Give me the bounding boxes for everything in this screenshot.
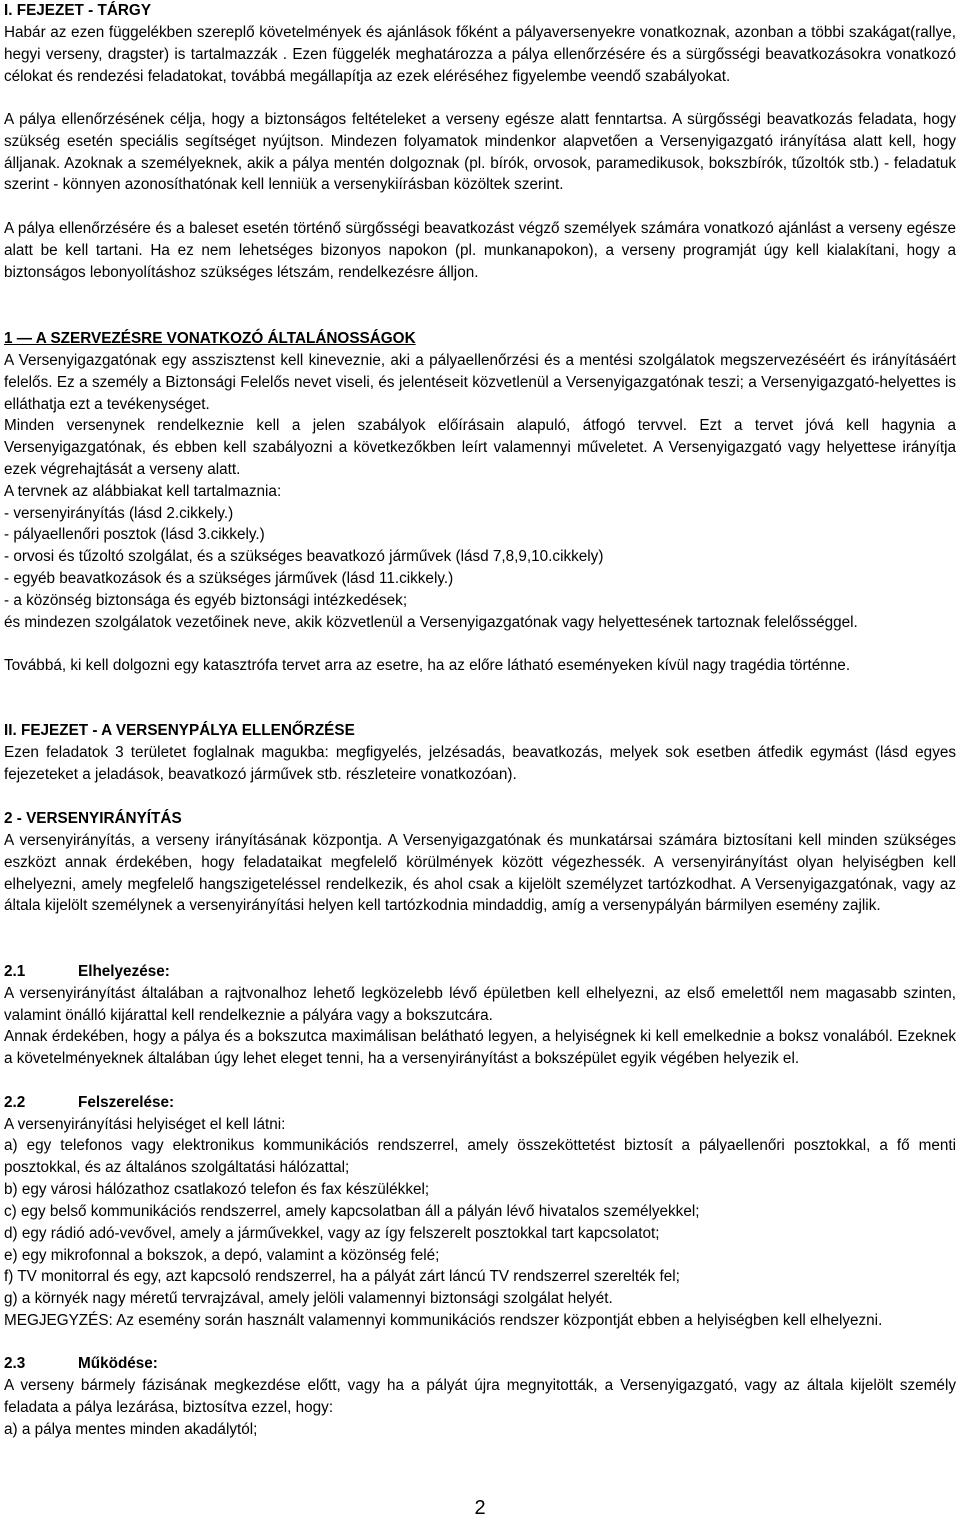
s22-item-b: b) egy városi hálózathoz csatlakozó telefon és fax készülékkel;	[4, 1181, 430, 1198]
s1-paragraph-2: Minden versenynek rendelkeznie kell a jelen szabályok előírásain alapuló, átfogó tervvel. Ezt a tervet jóvá kell hagynia a Versenyigazgatónak, és ebben kell szabályozni a következőkben leírt valamennyi műveletet. A Versenyigazgató vagy helyettese irányítja ezek végrehajtását a verseny alatt.	[4, 417, 956, 478]
s2-paragraph-1: A versenyirányítás, a verseny irányításának központja. A Versenyigazgatónak és munkatársai számára biztosítani kell minden szükséges eszközt annak érdekében, hogy feladataikat megfelelő körülmények között végezhessék. A versenyirányítást olyan helyiségben kell elhelyezni, amely megfelelő hangszigeteléssel rendelkezik, és ahol csak a kijelölt személyzet tartózkodhat. A Versenyigazgatónak, vagy az általa kijelölt személynek a versenyirányítási helyen kell tartózkodnia mindaddig, amíg a versenypályán bármilyen esemény zajlik.	[4, 832, 956, 915]
subsection-title: Elhelyezése:	[78, 963, 170, 980]
chapter-1-title: I. FEJEZET - TÁRGY	[4, 2, 152, 19]
s22-note: MEGJEGYZÉS: Az esemény során használt valamennyi kommunikációs rendszer központját ebben a helyiségben kell elhelyezni.	[4, 1312, 883, 1329]
subsection-title: Felszerelése:	[78, 1094, 175, 1111]
ch2-paragraph-1: Ezen feladatok 3 területet foglalnak magukba: megfigyelés, jelzésadás, beavatkozás, melyek sok esetben átfedik egymást (lásd egyes fejezeteket a jeladások, beavatkozó járművek stb. részleteire vonatkozóan).	[4, 744, 956, 783]
s1-list-item: - a közönség biztonsága és egyéb biztonsági intézkedések;	[4, 592, 408, 609]
subsection-2-2-heading	[4, 1092, 956, 1114]
s1-list-item: - pályaellenőri posztok (lásd 3.cikkely.)	[4, 526, 265, 543]
s1-paragraph-4: Továbbá, ki kell dolgozni egy katasztrófa tervet arra az esetre, ha az előre látható eseményeken kívül nagy tragédia történne.	[4, 657, 851, 674]
subsection-number: 2.2	[4, 1094, 26, 1111]
subsection-2-1-heading	[4, 961, 956, 983]
page-number: 2	[474, 1497, 486, 1519]
s22-item-g: g) a környék nagy méretű tervrajzával, amely jelöli valamennyi biztonsági szolgálat helyét.	[4, 1290, 613, 1307]
s1-list-item: - orvosi és tűzoltó szolgálat, és a szükséges beavatkozó járművek (lásd 7,8,9,10.cikkely)	[4, 548, 604, 565]
s23-paragraph-1: A verseny bármely fázisának megkezdése előtt, vagy ha a pályát újra megnyitották, a Versenyigazgató, vagy az általa kijelölt személy feladata a pálya lezárása, biztosítva ezzel, hogy:	[4, 1377, 956, 1416]
s1-list-item: - egyéb beavatkozások és a szükséges járművek (lásd 11.cikkely.)	[4, 570, 454, 587]
s1-list-item: - versenyirányítás (lásd 2.cikkely.)	[4, 505, 234, 522]
ch1-paragraph-3: A pálya ellenőrzésére és a baleset esetén történő sürgősségi beavatkozást végző személyek számára vonatkozó ajánlást a verseny egésze alatt be kell tartani. Ha ez nem lehetséges bizonyos napokon (pl. munkanapokon), a verseny programját úgy kell kialakítani, hogy a biztonságos lebonyolításhoz szükséges létszám, rendelkezésre álljon.	[4, 220, 956, 281]
s22-item-f: f) TV monitorral és egy, azt kapcsoló rendszerrel, ha a pályát zárt láncú TV rendszerrel szerelték fel;	[4, 1268, 680, 1285]
s1-list-intro: A tervnek az alábbiakat kell tartalmaznia:	[4, 483, 282, 500]
subsection-number: 2.3	[4, 1355, 26, 1372]
s21-paragraph-1: A versenyirányítást általában a rajtvonalhoz lehető legközelebb lévő épületben kell elhelyezni, az első emelettől nem magasabb szinten, valamint önálló kijárattal kell rendelkeznie a pályára vagy a bokszutcára.	[4, 985, 956, 1024]
s22-item-e: e) egy mikrofonnal a bokszok, a depó, valamint a közönség felé;	[4, 1247, 440, 1264]
s22-item-a: a) egy telefonos vagy elektronikus kommunikációs rendszerrel, amely összeköttetést biztosít a pályaellenőri posztokkal, a fő menti posztokkal, és az általános szolgáltatási hálózattal;	[4, 1137, 956, 1176]
s23-item-a: a) a pálya mentes minden akadálytól;	[4, 1421, 258, 1438]
s22-item-c: c) egy belső kommunikációs rendszerrel, amely kapcsolatban áll a pályán lévő hivatalos személyekkel;	[4, 1203, 700, 1220]
section-1-title	[4, 328, 956, 350]
section-2-title: 2 - VERSENYIRÁNYÍTÁS	[4, 810, 182, 827]
subsection-title: Működése:	[78, 1355, 158, 1372]
subsection-number: 2.1	[4, 963, 26, 980]
section-1-title-text: 1 — A SZERVEZÉSRE VONATKOZÓ ÁLTALÁNOSSÁGOK	[4, 330, 416, 347]
s22-intro: A versenyirányítási helyiséget el kell látni:	[4, 1116, 286, 1133]
subsection-2-3-heading	[4, 1353, 956, 1375]
s21-paragraph-2: Annak érdekében, hogy a pálya és a bokszutca maximálisan belátható legyen, a helyiségnek ki kell emelkednie a boksz vonalából. Ezeknek a követelményeknek általában úgy lehet eleget tenni, ha a versenyirányítást a bokszépület egyik végében helyezik el.	[4, 1028, 956, 1067]
ch1-paragraph-2: A pálya ellenőrzésének célja, hogy a biztonságos feltételeket a verseny egésze alatt fenntartsa. A sürgősségi beavatkozás feladata, hogy szükség esetén speciális segítséget nyújtson. Mindezen folyamatok mindenkor alapvetően a Versenyigazgató irányítása alatt kell, hogy álljanak. Azoknak a személyeknek, akik a pálya mentén dolgoznak (pl. bírók, orvosok, paramedikusok, bokszbírók, tűzoltók stb.) - feladatuk szerint - könnyen azonosíthatónak kell lenniük a versenykiírásban közöltek szerint.	[4, 111, 956, 194]
s22-item-d: d) egy rádió adó-vevővel, amely a járművekkel, vagy az így felszerelt posztokkal tart kapcsolatot;	[4, 1225, 660, 1242]
s1-paragraph-1: A Versenyigazgatónak egy asszisztenst kell kineveznie, aki a pályaellenőrzési és a mentési szolgálatok megszervezéséért és irányításáért felelős. Ez a személy a Biztonsági Felelős nevet viseli, és jelentéseit közvetlenül a Versenyigazgatónak teszi; a Versenyigazgató-helyettes is elláthatja ezt a tevékenységet.	[4, 352, 956, 413]
s1-paragraph-3: és mindezen szolgálatok vezetőinek neve, akik közvetlenül a Versenyigazgatónak vagy helyettesének tartoznak felelősséggel.	[4, 614, 858, 631]
ch1-paragraph-1: Habár az ezen függelékben szereplő követelmények és ajánlások főként a pályaversenyekre vonatkoznak, azonban a többi szakágat(rallye, hegyi verseny, dragster) is tartalmazzák . Ezen függelék meghatározza a pálya ellenőrzésére és a sürgősségi beavatkozásokra vonatkozó célokat és rendezési feladatokat, továbbá megállapítja az ezek eléréséhez figyelembe veendő szabályokat.	[4, 24, 956, 85]
chapter-2-title: II. FEJEZET - A VERSENYPÁLYA ELLENŐRZÉSE	[4, 722, 355, 739]
